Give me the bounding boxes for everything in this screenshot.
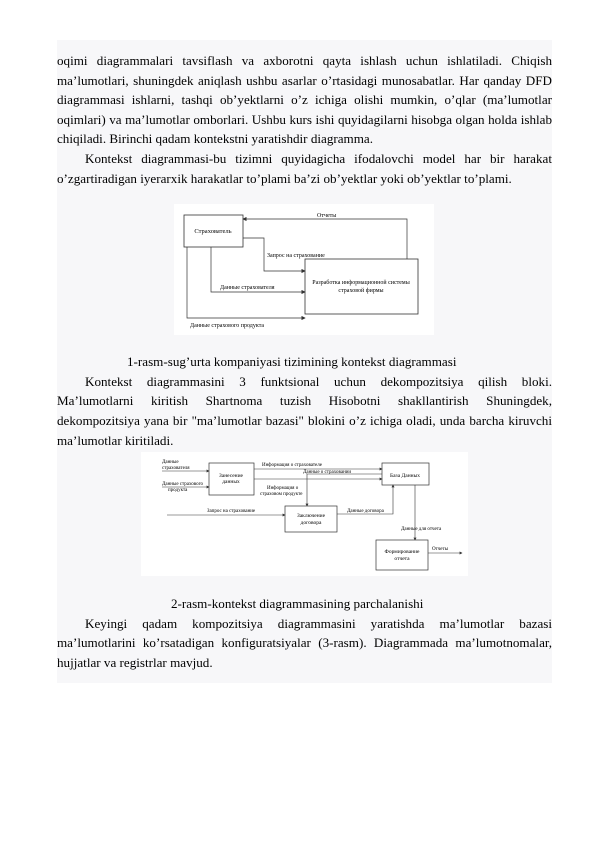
arrow-request-label: Запрос на страхование: [267, 253, 325, 260]
arrow-client-data-label: Данные страхователя: [220, 285, 275, 292]
input-client-line2: страхователя: [162, 466, 190, 472]
input-product-line1: Данные страхового: [162, 482, 204, 488]
input-data-box-line2: данных: [222, 479, 240, 486]
contract-box: [285, 506, 337, 532]
paragraph-2: Kontekst diagrammasi-bu tizimni quyidagicha ifodalovchi model har bir harakat o’zgartiradigan iyerarxik harakatlar to’plami ba’zi ob’yektlar yoki ob’yektlar to’plami.: [57, 150, 552, 186]
figure-1-context-diagram: [57, 188, 552, 352]
input-client-line1: Данные: [162, 460, 179, 466]
figure-2-decomposition-diagram: [57, 450, 552, 582]
input-product-line2: продукта: [168, 488, 188, 494]
system-box-label-line2: страховой фирмы: [338, 288, 384, 295]
paragraph-4: Keyingi qadam kompozitsiya diagrammasini yaratishda ma’lumotlar bazasi ma’lumotlarini ko’rsatadigan konfiguratsiyalar (3-rasm). Diagrammada ma’lumotnomalar, hujjatlar va registrlar mavjud.: [57, 615, 552, 670]
report-box: [376, 540, 428, 570]
contract-box-line1: Заключение: [296, 513, 326, 520]
arrow-contract-data-label: Данные договора: [347, 509, 384, 515]
context-diagram: [57, 188, 552, 352]
decomposition-diagram: [57, 450, 552, 582]
figure-1-caption: 1-rasm-sug’urta kompaniyasi tizimining kontekst diagrammasi: [127, 354, 457, 370]
arrow-product-info-line2: страховом продукте: [260, 492, 303, 498]
client-box-label: Страхователь: [194, 228, 232, 236]
arrow-product-info-line1: Информация о: [267, 486, 299, 492]
page-content: [57, 40, 552, 683]
report-box-line2: отчета: [394, 556, 410, 563]
arrow-client-info-label: Информация о страхователе: [262, 463, 322, 469]
paragraph-1: oqimi diagrammalari tavsiflash va axborotni qayta ishlash uchun ishlatiladi. Chiqish ma’lumotlari, shuningdek aniqlash ushbu asarlar o’rtasidagi munosabatlar. Har qanday DFD diagrammasi ishlarni, tashqi ob’yektlarni o’z ichiga olishi mumkin, o’qlar (ma’lumotlar oqimlari) va ma’lumotlar omborlari. Ushbu kurs ishi quyidagilarni hisobga olgan holda ishlab chiqiladi. Birinchi qadam kontekstni yaratishdir diagramma.: [57, 53, 552, 147]
arrow-report-data-label: Данные для отчета: [401, 527, 442, 533]
system-box-label-line1: Разработка информационной системы: [312, 280, 410, 287]
report-box-line1: Формирование: [384, 549, 420, 556]
arrow-product-data-label: Данные страхового продукта: [190, 323, 265, 330]
paragraph-3: Kontekst diagrammasini 3 funktsional uchun dekompozitsiya qilish bloki. Ma’lumotlarni kiritish Shartnoma tuzish Hisobotni shakllantirish Shuningdek, dekompozitsiya yana bir "ma’lumotlar bazasi" blokini o’z ichiga oladi, unda barcha kiruvchi ma’lumotlar kiritiladi.: [57, 373, 552, 448]
database-box-label: База Данных: [389, 473, 421, 480]
arrow-request-label: Запрос на страхование: [207, 509, 256, 515]
arrow-insurance-data-label: Данные о страховании: [303, 470, 352, 476]
input-data-box-line1: Занесение: [219, 473, 243, 480]
contract-box-line2: договора: [300, 520, 322, 527]
system-box: [305, 259, 418, 314]
arrow-reports-label: Отчеты: [317, 213, 337, 220]
figure-2-caption: 2-rasm-kontekst diagrammasining parchalanishi: [171, 596, 424, 612]
arrow-reports-label: Отчеты: [432, 547, 449, 553]
